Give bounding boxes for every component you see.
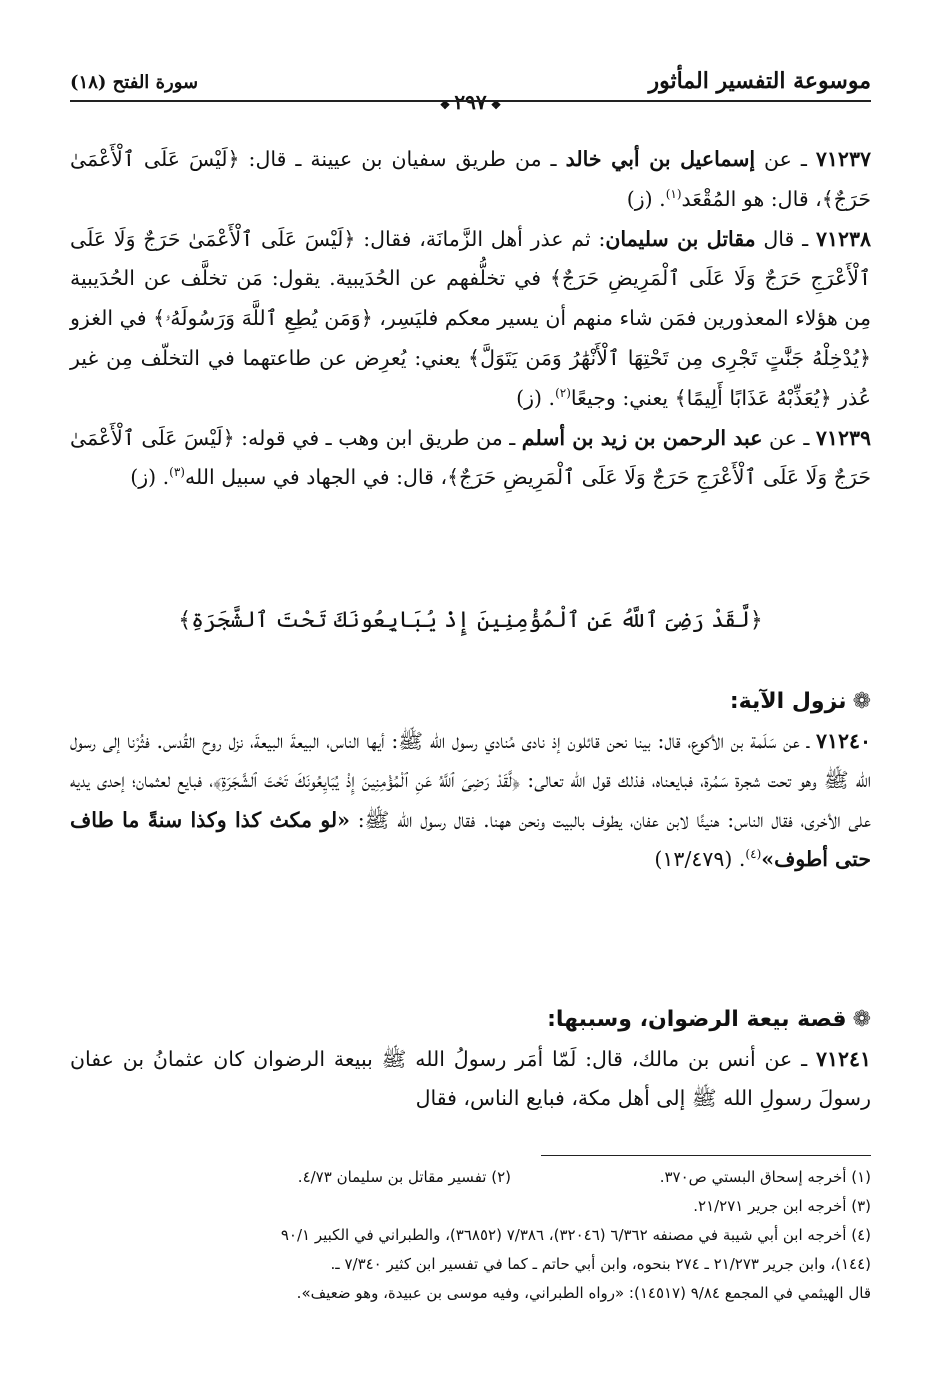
narrator-name: إسماعيل بن أبي خالد (565, 147, 756, 171)
running-header (70, 64, 871, 114)
ornament-icon: ❖ (490, 98, 502, 112)
footnote-3: (٣) أخرجه ابن جرير ٢١/٢٧١. (693, 1197, 871, 1215)
footnote-marker: (٣) (169, 465, 185, 480)
footnote-marker: (٢) (555, 385, 571, 400)
hadith-quote: «لو مكث كذا وكذا سنةً ما طاف حتى أطوف» (70, 807, 871, 872)
entry-text: ـ من طريق ابن وهب ـ في قوله: ﴿لَيْسَ عَلَى ٱلْأَعْمَىٰ حَرَجٌ وَلَا عَلَى ٱلْأَعْرَجِ حَرَجٌ وَلَا عَلَى ٱلْمَرِيضِ حَرَجٌ﴾، قال: في الجهاد في سبيل الله (70, 425, 871, 490)
flower-icon: ❁ (852, 689, 871, 714)
narrator-name: عبد الرحمن بن زيد بن أسلم (521, 425, 763, 450)
narrator-name: مقاتل بن سليمان (605, 226, 756, 251)
revelation-section (70, 682, 871, 880)
story-section (70, 1000, 871, 1119)
entry-number: ٧١٢٤١ (815, 1046, 871, 1071)
entry-71239 (70, 419, 871, 499)
entry-text: : ثم عذر أهل الزَّمانَة، فقال: ﴿لَيْسَ عَلَى ٱلْأَعْمَىٰ حَرَجٌ وَلَا عَلَى ٱلْأَعْرَجِ حَرَجٌ وَلَا عَلَى ٱلْمَرِيضِ حَرَجٌ﴾ في تخلُّفهم عن الحُدَيبية. يقول: مَن تخلَّف عن الحُدَيبية مِن هؤلاء المعذورين فمَن شاء منهم أن يسير معكم فليَسِر، ﴿وَمَن يُطِعِ ٱللَّهَ وَرَسُولَهُۥ﴾ في الغزو ﴿يُدْخِلْهُ جَنَّٰتٍ تَجْرِى مِن تَحْتِهَا ٱلْأَنْهَٰرُ وَمَن يَتَوَلَّ﴾ يعني: يُعرِض عن طاعتهما في التخلّف مِن غير عُذر ﴿يُعَذِّبْهُ عَذَابًا أَلِيمًا﴾ يعني: وجيعًا (70, 226, 871, 410)
entry-prefix: ـ عن (762, 425, 816, 450)
entry-text: ـ عن أنس بن مالك، قال: لَمّا أمَر رسولُ الله ﷺ ببيعة الرضوان كان عثمانُ بن عفان رسولَ رسولِ الله ﷺ إلى أهل مكة، فبايع الناس، فقال (70, 1046, 871, 1111)
entry-71240 (70, 722, 871, 880)
header-rule (70, 100, 871, 102)
section-heading (70, 682, 871, 722)
entry-tail: . (ز) (130, 465, 170, 490)
section-heading (70, 1000, 871, 1040)
section-title: قصة بيعة الرضوان، وسببها: (547, 1007, 847, 1032)
footnote-rule (541, 1155, 871, 1156)
entry-prefix: ـ قال (755, 226, 816, 251)
footnote-4-cont: (١٤٤)، وابن جرير ٢١/٢٧٣ ـ ٢٧٤ بنحوه، وابن أبي حاتم ـ كما في تفسير ابن كثير ٧/٣٤٠ ـ. (330, 1255, 871, 1273)
entry-71238 (70, 220, 871, 419)
footnote-2: (٢) تفسير مقاتل بن سليمان ٤/٧٣. (297, 1168, 511, 1186)
footnote-1: (١) أخرجه إسحاق البستي ص٣٧٠. (659, 1168, 871, 1186)
ayah-heading: ﴿لَّقَدْ رَضِىَ ٱللَّهُ عَنِ ٱلْمُؤْمِنِينَ إِذْ يُبَايِعُونَكَ تَحْتَ ٱلشَّجَرَةِ﴾ (178, 608, 763, 633)
entry-tail: . (ز) (516, 385, 556, 410)
page-number-value: ٢٩٧ (454, 90, 487, 114)
entry-text: ـ من طريق سفيان بن عيينة ـ قال: ﴿لَيْسَ عَلَى ٱلْأَعْمَىٰ حَرَجٌ﴾، قال: هو المُقْعَد (70, 147, 871, 211)
entry-tail: . (١٣/٤٧٩) (654, 847, 746, 872)
section-title: نزول الآية: (729, 689, 847, 714)
footnote-4: (٤) أخرجه ابن أبي شيبة في مصنفه ٦/٣٦٢ (٣٢٠٤٦)، ٧/٣٨٦ (٣٦٨٥٢)، والطبراني في الكبير ٩٠/١ (280, 1226, 871, 1244)
page-number (428, 90, 514, 114)
footnote-marker: (٤) (745, 847, 762, 862)
footnotes (70, 1163, 871, 1308)
footnote-row (70, 1163, 871, 1192)
book-title: موسوعة التفسير المأثور (648, 68, 871, 94)
entry-tail: . (ز) (626, 186, 666, 211)
entries-block (70, 140, 871, 498)
entry-71237 (70, 140, 871, 220)
entry-prefix: ـ عن (755, 147, 816, 171)
entry-number: ٧١٢٣٩ (815, 425, 871, 450)
entry-71241 (70, 1040, 871, 1119)
flower-icon: ❁ (852, 1007, 871, 1032)
entry-number: ٧١٢٣٨ (815, 226, 872, 251)
ornament-icon: ❖ (439, 98, 451, 112)
entry-number: ٧١٢٣٧ (815, 147, 871, 171)
entry-text: ـ عن سَلَمة بن الأكوع، قال: بينا نحن قائلون إذ نادى مُنادي رسول الله ﷺ: أيها الناس، البيعةَ البيعةَ، نزل روح القُدس. فثُرْنا إلى رسول الله ﷺ وهو تحت شجرة سَمُرة، فبايعناه، فذلك قول الله تعالى: ﴿لَّقَدْ رَضِىَ ٱللَّهُ عَنِ ٱلْمُؤْمِنِينَ إِذْ يُبَايِعُونَكَ تَحْتَ ٱلشَّجَرَةِ﴾، فبايع لعثمان؛ إحدى يديه على الأخرى، فقال الناس: هنيئًا لابن عفان، يطوف بالبيت ونحن ههنا. فقال رسول الله ﷺ: (70, 728, 871, 832)
footnote-4-note: قال الهيثمي في المجمع ٩/٨٤ (١٤٥١٧): «رواه الطبراني، وفيه موسى بن عبيدة، وهو ضعيف». (296, 1284, 871, 1302)
entry-number: ٧١٢٤٠ (815, 728, 871, 753)
surah-name: سورة الفتح (١٨) (70, 72, 199, 93)
footnote-marker: (١) (665, 186, 682, 201)
